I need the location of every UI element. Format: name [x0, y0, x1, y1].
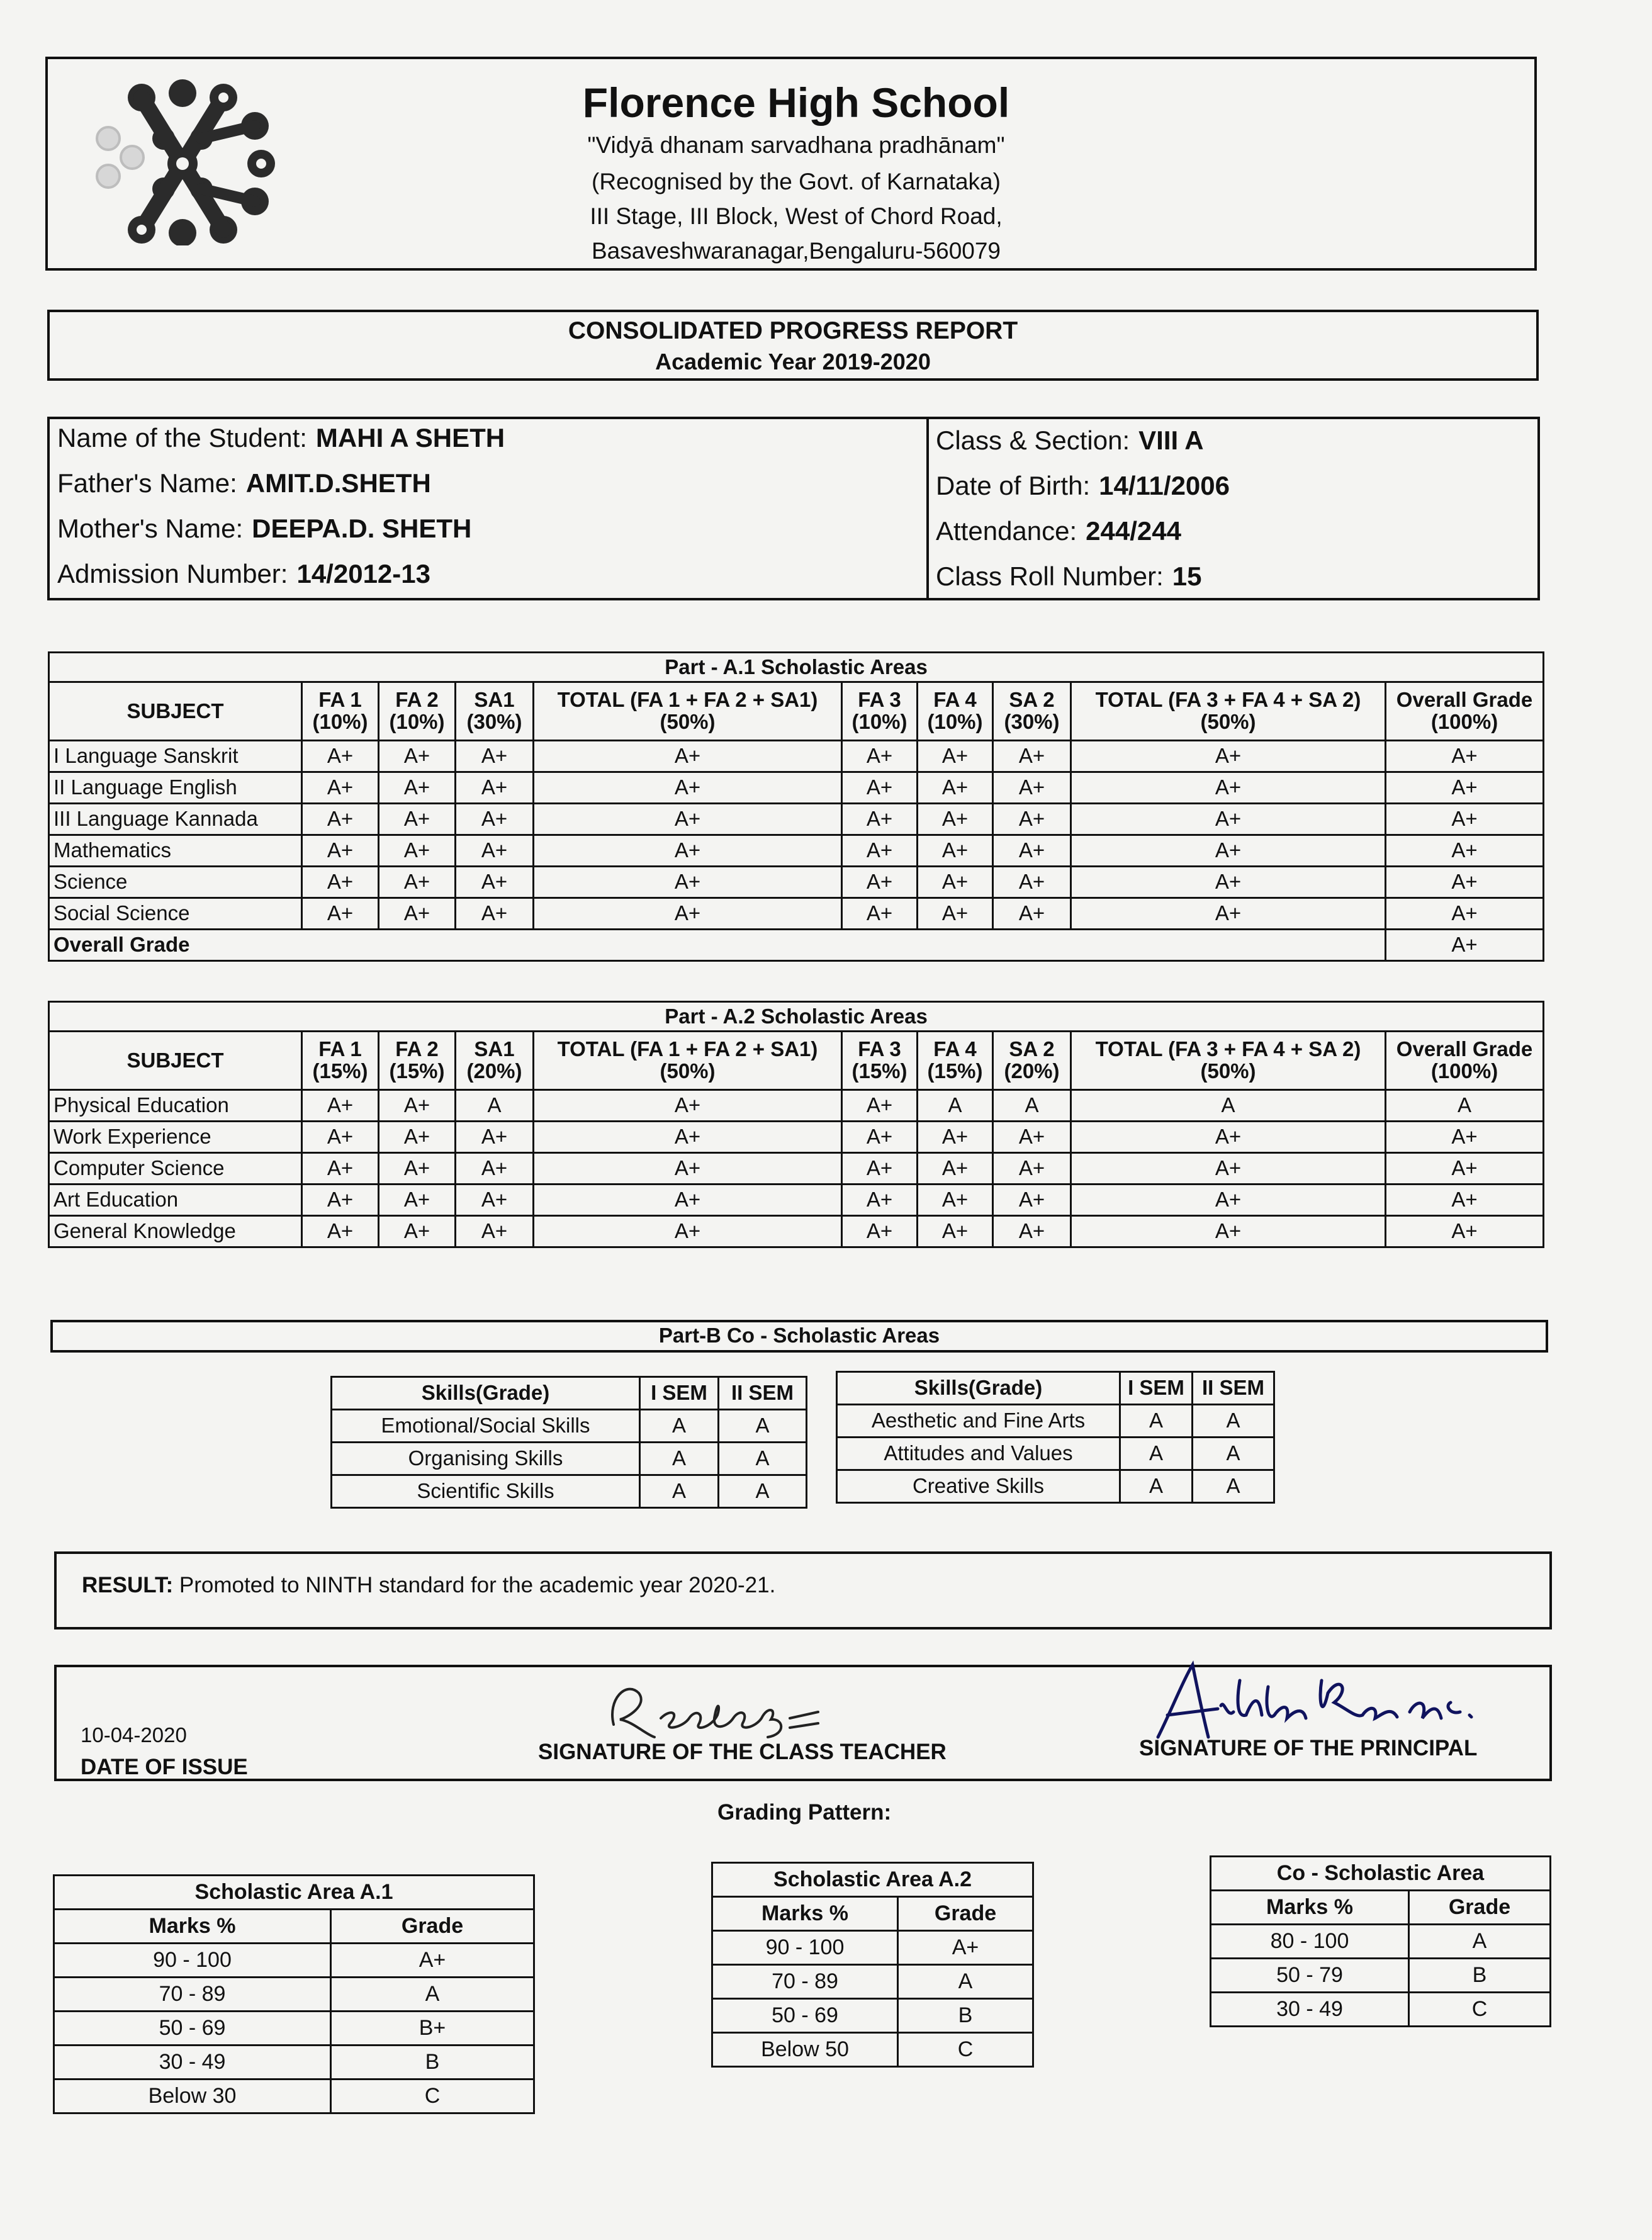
table-row: [49, 867, 1544, 898]
grade-cell: A+: [842, 804, 918, 835]
grade-cell: A+: [379, 898, 456, 930]
overall-grade-row: [49, 930, 1544, 961]
roll-row: [936, 561, 1201, 592]
grade-cell: A+: [842, 1090, 918, 1122]
grade-cell: A+: [1071, 804, 1386, 835]
grade-cell: A+: [918, 1185, 993, 1216]
admission-label: Admission Number:: [57, 559, 288, 588]
grade-cell: A+: [1071, 1216, 1386, 1247]
column-header: Skills(Grade): [332, 1377, 640, 1410]
grade-cell: A+: [456, 1153, 534, 1185]
subject-name: Science: [49, 867, 302, 898]
grade-value: C: [1409, 1993, 1551, 2027]
part-a2-table: [48, 1001, 1544, 1248]
column-header: TOTAL (FA 1 + FA 2 + SA1) (50%): [534, 682, 842, 741]
grade-cell: A+: [1386, 835, 1544, 867]
grade-cell: A+: [302, 741, 379, 772]
attendance-label: Attendance:: [936, 516, 1077, 546]
grade-cell: A+: [302, 867, 379, 898]
grade-cell: A+: [1386, 1216, 1544, 1247]
skills-header-row: [837, 1372, 1274, 1405]
grade-cell: A+: [379, 1090, 456, 1122]
grade-cell: A+: [534, 1153, 842, 1185]
grade-cell: A+: [1071, 867, 1386, 898]
table-row: [49, 1090, 1544, 1122]
subject-name: II Language English: [49, 772, 302, 804]
grade-cell: A+: [379, 835, 456, 867]
grade-cell: A+: [456, 1122, 534, 1153]
mother-name-label: Mother's Name:: [57, 514, 244, 543]
part-a2-header-row: [49, 1032, 1544, 1090]
table-row: [49, 1153, 1544, 1185]
grade-value: A: [898, 1965, 1033, 1999]
column-header: II SEM: [1193, 1372, 1274, 1405]
column-header: SA1 (30%): [456, 682, 534, 741]
mother-name-row: [57, 514, 471, 544]
school-recognition: (Recognised by the Govt. of Karnataka): [592, 169, 1001, 194]
date-of-birth: 14/11/2006: [1099, 471, 1230, 500]
grading-table-title: Co - Scholastic Area: [1211, 1857, 1551, 1891]
grade-cell: A+: [379, 1153, 456, 1185]
table-row: [49, 804, 1544, 835]
table-row: [49, 835, 1544, 867]
grade-cell: A+: [918, 1216, 993, 1247]
marks-range: 50 - 69: [712, 1999, 898, 2033]
dob-row: [936, 471, 1230, 501]
grade-cell: A+: [842, 867, 918, 898]
skill-grade: A: [640, 1443, 719, 1475]
skill-grade: A: [1120, 1405, 1193, 1438]
part-a1-table: [48, 651, 1544, 962]
result-text-row: [82, 1573, 775, 1598]
grade-cell: A+: [842, 898, 918, 930]
result-box: [54, 1551, 1552, 1629]
grade-cell: A+: [302, 1216, 379, 1247]
school-address-line1: III Stage, III Block, West of Chord Road,: [590, 203, 1003, 229]
grade-cell: A+: [993, 835, 1071, 867]
table-row: [49, 741, 1544, 772]
column-header: SA 2 (30%): [993, 682, 1071, 741]
grading-table-title: Scholastic Area A.1: [54, 1876, 534, 1910]
grade-cell: A+: [918, 835, 993, 867]
skill-grade: A: [640, 1475, 719, 1508]
father-name: AMIT.D.SHETH: [245, 468, 431, 498]
skills-row: [332, 1475, 807, 1508]
marks-range: 50 - 69: [54, 2012, 331, 2046]
subject-name: III Language Kannada: [49, 804, 302, 835]
grade-cell: A+: [1386, 1185, 1544, 1216]
grade-cell: A+: [993, 898, 1071, 930]
grade-cell: A+: [1386, 1122, 1544, 1153]
part-b-caption-box: [50, 1320, 1548, 1353]
grade-cell: A+: [993, 1122, 1071, 1153]
grade-cell: A: [1071, 1090, 1386, 1122]
grading-a2-table: [711, 1862, 1034, 2068]
grade-value: A+: [331, 1944, 534, 1978]
grade-cell: A+: [842, 835, 918, 867]
grade-cell: A+: [302, 898, 379, 930]
skill-grade: A: [1120, 1470, 1193, 1503]
grade-cell: A+: [993, 804, 1071, 835]
grading-row: [54, 2012, 534, 2046]
column-header: Grade: [331, 1910, 534, 1944]
column-header: FA 3 (15%): [842, 1032, 918, 1090]
skill-name: Aesthetic and Fine Arts: [837, 1405, 1120, 1438]
column-header: FA 2 (15%): [379, 1032, 456, 1090]
grade-cell: A: [993, 1090, 1071, 1122]
grade-cell: A+: [918, 1153, 993, 1185]
marks-range: 30 - 49: [54, 2046, 331, 2080]
grade-cell: A+: [842, 1153, 918, 1185]
grading-row: [712, 1999, 1033, 2033]
info-divider: [926, 419, 929, 598]
grade-cell: A+: [534, 741, 842, 772]
result-label: RESULT:: [82, 1573, 174, 1597]
grade-cell: A+: [302, 1153, 379, 1185]
grade-cell: A+: [993, 772, 1071, 804]
grade-cell: A+: [379, 741, 456, 772]
skill-grade: A: [719, 1443, 807, 1475]
grade-cell: A+: [1071, 1153, 1386, 1185]
skill-grade: A: [1193, 1438, 1274, 1470]
student-info: [47, 417, 1540, 600]
student-name-label: Name of the Student:: [57, 423, 307, 453]
table-row: [49, 898, 1544, 930]
subject-name: Art Education: [49, 1185, 302, 1216]
grade-value: A: [1409, 1925, 1551, 1959]
part-a1-header-row: [49, 682, 1544, 741]
report-title-box: [47, 310, 1539, 381]
grade-cell: A+: [1386, 772, 1544, 804]
grade-cell: A+: [456, 804, 534, 835]
subject-name: Social Science: [49, 898, 302, 930]
grading-row: [54, 1944, 534, 1978]
skills-row: [837, 1405, 1274, 1438]
column-header: Overall Grade (100%): [1386, 682, 1544, 741]
grading-row: [1211, 1993, 1551, 2027]
grade-cell: A: [918, 1090, 993, 1122]
grade-cell: A+: [379, 1216, 456, 1247]
grade-cell: A+: [1071, 1122, 1386, 1153]
class-section: VIII A: [1138, 425, 1204, 455]
column-header: FA 4 (15%): [918, 1032, 993, 1090]
co-scholastic-right-table: [836, 1371, 1275, 1504]
grade-cell: A+: [993, 1216, 1071, 1247]
skill-name: Attitudes and Values: [837, 1438, 1120, 1470]
grade-cell: A+: [993, 1185, 1071, 1216]
skills-row: [332, 1410, 807, 1443]
grade-value: B: [331, 2046, 534, 2080]
table-row: [49, 1185, 1544, 1216]
class-teacher-signature: [601, 1674, 853, 1743]
grade-cell: A+: [842, 1185, 918, 1216]
student-name-row: [57, 423, 505, 453]
co-scholastic-left-table: [330, 1376, 807, 1509]
grade-cell: A+: [842, 1216, 918, 1247]
grade-cell: A+: [534, 867, 842, 898]
class-row: [936, 425, 1204, 456]
grading-row: [1211, 1959, 1551, 1993]
grade-cell: A+: [379, 1122, 456, 1153]
grade-cell: A+: [1071, 772, 1386, 804]
grade-cell: A+: [456, 741, 534, 772]
grade-cell: A+: [302, 1090, 379, 1122]
grade-cell: A+: [534, 1090, 842, 1122]
column-header: TOTAL (FA 3 + FA 4 + SA 2) (50%): [1071, 682, 1386, 741]
subject-name: General Knowledge: [49, 1216, 302, 1247]
skill-name: Scientific Skills: [332, 1475, 640, 1508]
column-header: SUBJECT: [49, 1032, 302, 1090]
grade-cell: A+: [302, 1122, 379, 1153]
marks-range: 30 - 49: [1211, 1993, 1409, 2027]
skill-grade: A: [719, 1475, 807, 1508]
principal-label: SIGNATURE OF THE PRINCIPAL: [1139, 1736, 1478, 1760]
grade-cell: A+: [993, 1153, 1071, 1185]
marks-range: Below 30: [54, 2080, 331, 2113]
grading-row: [54, 2046, 534, 2080]
skills-row: [837, 1438, 1274, 1470]
skills-row: [837, 1470, 1274, 1503]
grading-table-title: Scholastic Area A.2: [712, 1863, 1033, 1897]
column-header: SA1 (20%): [456, 1032, 534, 1090]
grade-value: A: [331, 1978, 534, 2012]
column-header: SA 2 (20%): [993, 1032, 1071, 1090]
column-header: Overall Grade (100%): [1386, 1032, 1544, 1090]
grade-cell: A+: [379, 804, 456, 835]
grade-cell: A+: [456, 772, 534, 804]
grade-cell: A+: [918, 741, 993, 772]
grade-cell: A+: [918, 804, 993, 835]
grade-cell: A+: [842, 1122, 918, 1153]
grade-cell: A+: [534, 1185, 842, 1216]
skill-name: Organising Skills: [332, 1443, 640, 1475]
grade-cell: A+: [534, 772, 842, 804]
grade-cell: A: [1386, 1090, 1544, 1122]
grading-co-scholastic-table: [1210, 1855, 1551, 2027]
class-teacher-label: SIGNATURE OF THE CLASS TEACHER: [538, 1740, 947, 1764]
skill-grade: A: [1193, 1470, 1274, 1503]
admission-row: [57, 559, 430, 589]
grade-cell: A+: [534, 898, 842, 930]
grade-cell: A+: [918, 1122, 993, 1153]
grade-cell: A+: [1386, 867, 1544, 898]
dob-label: Date of Birth:: [936, 471, 1091, 500]
marks-range: 70 - 89: [712, 1965, 898, 1999]
table-row: [49, 1216, 1544, 1247]
grade-cell: A+: [456, 1216, 534, 1247]
column-header: Grade: [898, 1897, 1033, 1931]
grading-row: [54, 2080, 534, 2113]
grade-value: A+: [898, 1931, 1033, 1965]
result-text: Promoted to NINTH standard for the academic year 2020-21.: [179, 1573, 776, 1597]
student-name: MAHI A SHETH: [315, 423, 505, 453]
grade-cell: A+: [379, 867, 456, 898]
grade-cell: A+: [534, 1122, 842, 1153]
grade-cell: A+: [1386, 1153, 1544, 1185]
marks-range: 80 - 100: [1211, 1925, 1409, 1959]
school-address-line2: Basaveshwaranagar,Bengaluru-560079: [591, 238, 1001, 264]
father-name-label: Father's Name:: [57, 468, 237, 498]
marks-range: 70 - 89: [54, 1978, 331, 2012]
column-header: I SEM: [640, 1377, 719, 1410]
grade-cell: A+: [456, 1185, 534, 1216]
skill-name: Creative Skills: [837, 1470, 1120, 1503]
grade-cell: A+: [379, 772, 456, 804]
part-a2-body: [49, 1090, 1544, 1247]
grade-value: C: [331, 2080, 534, 2113]
part-b-caption: Part-B Co - Scholastic Areas: [658, 1324, 940, 1347]
grade-cell: A+: [302, 772, 379, 804]
grading-a1-table: [53, 1874, 535, 2114]
grading-row: [1211, 1925, 1551, 1959]
mother-name: DEEPA.D. SHETH: [252, 514, 472, 543]
skill-grade: A: [640, 1410, 719, 1443]
grade-cell: A+: [1071, 741, 1386, 772]
grading-row: [712, 1931, 1033, 1965]
school-motto: "Vidyā dhanam sarvadhana pradhānam": [587, 132, 1005, 158]
class-label: Class & Section:: [936, 425, 1130, 455]
grade-cell: A+: [1386, 898, 1544, 930]
skill-grade: A: [1193, 1405, 1274, 1438]
column-header: SUBJECT: [49, 682, 302, 741]
table-row: [49, 1122, 1544, 1153]
column-header: Marks %: [712, 1897, 898, 1931]
grading-pattern-title: Grading Pattern:: [717, 1800, 892, 1825]
grade-cell: A+: [918, 772, 993, 804]
grade-cell: A+: [302, 835, 379, 867]
father-name-row: [57, 468, 431, 498]
subject-name: I Language Sanskrit: [49, 741, 302, 772]
column-header: Grade: [1409, 1891, 1551, 1925]
subject-name: Computer Science: [49, 1153, 302, 1185]
grade-cell: A+: [534, 835, 842, 867]
grade-value: B+: [331, 2012, 534, 2046]
subject-name: Physical Education: [49, 1090, 302, 1122]
grade-cell: A: [456, 1090, 534, 1122]
column-header: II SEM: [719, 1377, 807, 1410]
grade-cell: A+: [1386, 741, 1544, 772]
marks-range: Below 50: [712, 2033, 898, 2067]
column-header: FA 2 (10%): [379, 682, 456, 741]
column-header: Skills(Grade): [837, 1372, 1120, 1405]
column-header: FA 4 (10%): [918, 682, 993, 741]
column-header: I SEM: [1120, 1372, 1193, 1405]
grading-row: [712, 1965, 1033, 1999]
table-row: [49, 772, 1544, 804]
column-header: TOTAL (FA 3 + FA 4 + SA 2) (50%): [1071, 1032, 1386, 1090]
school-logo: [94, 76, 277, 245]
grade-cell: A+: [1071, 1185, 1386, 1216]
grade-value: B: [898, 1999, 1033, 2033]
grade-cell: A+: [456, 835, 534, 867]
skills-header-row: [332, 1377, 807, 1410]
column-header: Marks %: [1211, 1891, 1409, 1925]
academic-year: Academic Year 2019-2020: [655, 349, 931, 374]
column-header: Marks %: [54, 1910, 331, 1944]
attendance: 244/244: [1086, 516, 1181, 546]
issue-date-label: DATE OF ISSUE: [81, 1755, 248, 1779]
subject-name: Mathematics: [49, 835, 302, 867]
marks-range: 90 - 100: [54, 1944, 331, 1978]
admission-number: 14/2012-13: [296, 559, 430, 588]
grade-cell: A+: [1386, 804, 1544, 835]
grade-cell: A+: [993, 741, 1071, 772]
grading-row: [712, 2033, 1033, 2067]
grade-value: C: [898, 2033, 1033, 2067]
grade-value: B: [1409, 1959, 1551, 1993]
school-name: Florence High School: [582, 79, 1010, 126]
roll-label: Class Roll Number:: [936, 561, 1164, 591]
report-title: CONSOLIDATED PROGRESS REPORT: [568, 317, 1018, 344]
grade-cell: A+: [302, 804, 379, 835]
attendance-row: [936, 516, 1181, 546]
skill-grade: A: [719, 1410, 807, 1443]
column-header: FA 1 (15%): [302, 1032, 379, 1090]
grade-cell: A+: [1071, 898, 1386, 930]
part-a1-caption: Part - A.1 Scholastic Areas: [49, 653, 1544, 682]
grade-cell: A+: [842, 741, 918, 772]
column-header: FA 3 (10%): [842, 682, 918, 741]
grading-row: [54, 1978, 534, 2012]
marks-range: 50 - 79: [1211, 1959, 1409, 1993]
grade-cell: A+: [302, 1185, 379, 1216]
column-header: TOTAL (FA 1 + FA 2 + SA1) (50%): [534, 1032, 842, 1090]
roll-number: 15: [1172, 561, 1202, 591]
marks-range: 90 - 100: [712, 1931, 898, 1965]
grade-cell: A+: [842, 772, 918, 804]
grade-cell: A+: [918, 867, 993, 898]
column-header: FA 1 (10%): [302, 682, 379, 741]
grade-cell: A+: [993, 867, 1071, 898]
grade-cell: A+: [379, 1185, 456, 1216]
issue-date: 10-04-2020: [81, 1723, 187, 1747]
grade-cell: A+: [456, 898, 534, 930]
skill-grade: A: [1120, 1438, 1193, 1470]
skill-name: Emotional/Social Skills: [332, 1410, 640, 1443]
grade-cell: A+: [456, 867, 534, 898]
subject-name: Work Experience: [49, 1122, 302, 1153]
overall-grade-label: Overall Grade: [49, 930, 1386, 961]
part-a1-body: [49, 741, 1544, 961]
grade-cell: A+: [534, 1216, 842, 1247]
grade-cell: A+: [534, 804, 842, 835]
part-a2-caption: Part - A.2 Scholastic Areas: [49, 1002, 1544, 1032]
grade-cell: A+: [1071, 835, 1386, 867]
skills-row: [332, 1443, 807, 1475]
grade-cell: A+: [918, 898, 993, 930]
overall-grade-value: A+: [1386, 930, 1544, 961]
